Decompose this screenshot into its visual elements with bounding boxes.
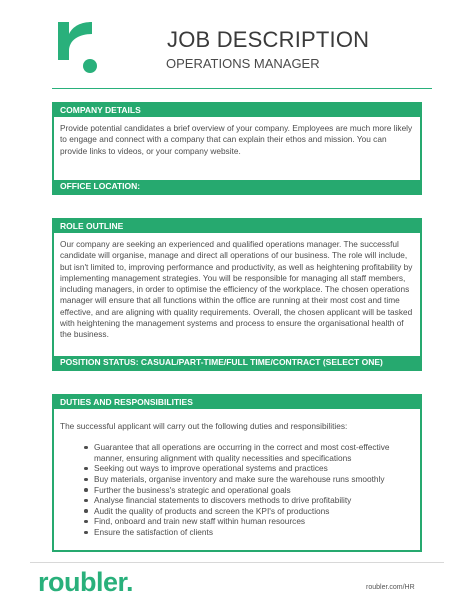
duties-section <box>52 394 422 552</box>
duties-body <box>54 409 420 538</box>
duty-item: Seeking out ways to improve operational systems and practices <box>84 463 414 474</box>
company-details-section <box>52 102 422 195</box>
office-location-label: OFFICE LOCATION: <box>54 180 420 193</box>
roubler-r-logo-icon <box>52 20 104 74</box>
duty-item: Ensure the satisfaction of clients <box>84 527 414 538</box>
duties-intro-text: The successful applicant will carry out the following duties and responsibilities: <box>60 421 348 431</box>
document-title: JOB DESCRIPTION <box>167 27 370 52</box>
document-subtitle: OPERATIONS MANAGER <box>166 56 320 71</box>
duty-item: Analyse financial statements to discovers methods to drive profitability <box>84 495 414 506</box>
duty-item: Buy materials, organise inventory and make sure the warehouse runs smoothly <box>84 474 414 485</box>
header-divider <box>52 88 432 89</box>
role-outline-section <box>52 218 422 371</box>
duties-list <box>60 442 414 537</box>
roubler-wordmark-logo: roubler. <box>38 567 134 597</box>
company-details-heading: COMPANY DETAILS <box>54 104 420 117</box>
footer-website-link[interactable]: roubler.com/HR <box>366 584 415 591</box>
footer-divider <box>30 562 444 563</box>
position-status-label: POSITION STATUS: CASUAL/PART-TIME/FULL TIME/CONTRACT (SELECT ONE) <box>54 356 420 369</box>
role-outline-text: Our company are seeking an experienced and qualified operations manager. The successful candidate will organise, manage and direct all operations of our business. The role will include, but isn't limited to, improving performance and productivity, as well as heightening profitability by implementing management strategies. You will be responsible for managing all staff members, including managers, in order to optimise the efficiency of the workplace. The chosen operations manager will ensure that all functions within the office are running at their most cost and time effective, and are aligning with quality requirements. Overall, the chosen applicant will be tasked with heightening the management systems and process to ensure the organisational health of the business. <box>60 239 413 340</box>
duty-item: Audit the quality of products and screen the KPI's of productions <box>84 506 414 517</box>
role-outline-heading: ROLE OUTLINE <box>54 220 420 233</box>
duties-heading: DUTIES AND RESPONSIBILITIES <box>54 396 420 409</box>
company-details-text: Provide potential candidates a brief overview of your company. Employees are much more likely to engage and connect with a company that can explain their ethos and mission. You can provide links to videos, or your company website. <box>60 123 413 156</box>
duty-item: Guarantee that all operations are occurring in the correct and most cost-effective manner, ensuring alignment with quality necessities and specifications <box>84 442 414 463</box>
duty-item: Find, onboard and train new staff within human resources <box>84 516 414 527</box>
duty-item: Further the business's strategic and operational goals <box>84 485 414 496</box>
